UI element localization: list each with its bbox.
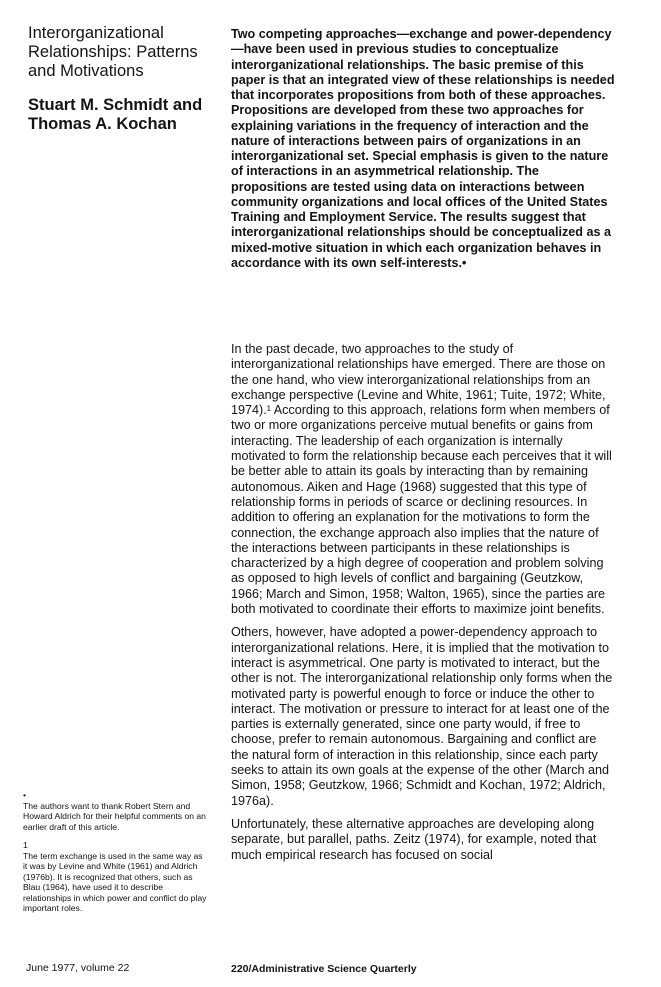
footnote-text: The authors want to thank Robert Stern and Howard Aldrich for their helpful comments on an earlier draft of this article. [23, 800, 206, 832]
footer-page-journal: 220/Administrative Science Quarterly [231, 963, 417, 975]
body-text [231, 342, 617, 871]
title-block [28, 24, 220, 134]
body-paragraph: Others, however, have adopted a power-dependency approach to interorganizational relations. Here, it is implied that the motivation to interact is asymmetrical. One party is motivated to interact, but the other is not. The interorganizational relationship only forms when the motivated party is powerful enough to force or induce the other to interact. The motivation or pressure to interact for at least one of the parties is externally generated, since one party would, if free to choose, prefer to remain autonomous. Bargaining and conflict are the natural form of interaction in this relationship, since each party seeks to attain its own goals at the expense of the other (March and Simon, 1958; Geutzkow, 1966; Schmidt and Kochan, 1972; Aldrich, 1976a). [231, 625, 613, 808]
abstract-text: Two competing approaches—exchange and power-dependency—have been used in previous studies to conceptualize interorganizational relationships. The basic premise of this paper is that an integrated view of these relationships is needed that incorporates propositions from both of these approaches. Propositions are developed from these two approaches for explaining variations in the frequency of interaction and the nature of interactions between pairs of organizations in an interorganizational set. Special emphasis is given to the nature of interactions in an asymmetrical relationship. The propositions are tested using data on interactions between community organizations and local offices of the United States Training and Employment Service. The results suggest that interorganizational relationships should be conceptualized as a mixed-motive situation in which each organization behaves in accordance with its own self-interests.• [231, 27, 615, 270]
body-paragraph: Unfortunately, these alternative approaches are developing along separate, but parallel, paths. Zeitz (1974), for example, noted that much empirical research has focused on social [231, 816, 597, 862]
article-title: Interorganizational Relationships: Patterns and Motivations [28, 24, 198, 80]
abstract-block [231, 27, 617, 271]
footnote-mark: • [23, 790, 27, 800]
article-authors: Stuart M. Schmidt and Thomas A. Kochan [28, 96, 203, 133]
footnotes [23, 790, 209, 922]
body-paragraph: In the past decade, two approaches to the study of interorganizational relationships have emerged. There are those on the one hand, who view interorganizational relationships from an exchange perspective (Levine and White, 1961; Tuite, 1972; White, 1974).¹ According to this approach, relations form when members of two or more organizations perceive mutual benefits or gains from interacting. The leadership of each organization is internally motivated to form the relationship because each perceives that it will be better able to attain its goals by interacting than by remaining autonomous. Aiken and Hage (1968) suggested that this type of relationship forms in periods of scarce or declining resources. In addition to offering an explanation for the motivations to form the connection, the exchange approach also implies that the nature of the interactions between participants in these relationships is characterized by a high degree of cooperation and problem solving as opposed to high levels of conflict and bargaining (Geutzkow, 1966; March and Simon, 1958; Walton, 1965), since the parties are both motivated to coordinate their efforts to maximize joint benefits. [231, 342, 612, 617]
footer-issue: June 1977, volume 22 [26, 962, 130, 974]
footnote-text: The term exchange is used in the same way as it was by Levine and White (1961) and Aldrich (1976b). It is recognized that others, such as Blau (1964), have used it to describe relationships in which power and conflict do play important roles. [23, 850, 207, 913]
footnote-mark: 1 [23, 840, 28, 850]
